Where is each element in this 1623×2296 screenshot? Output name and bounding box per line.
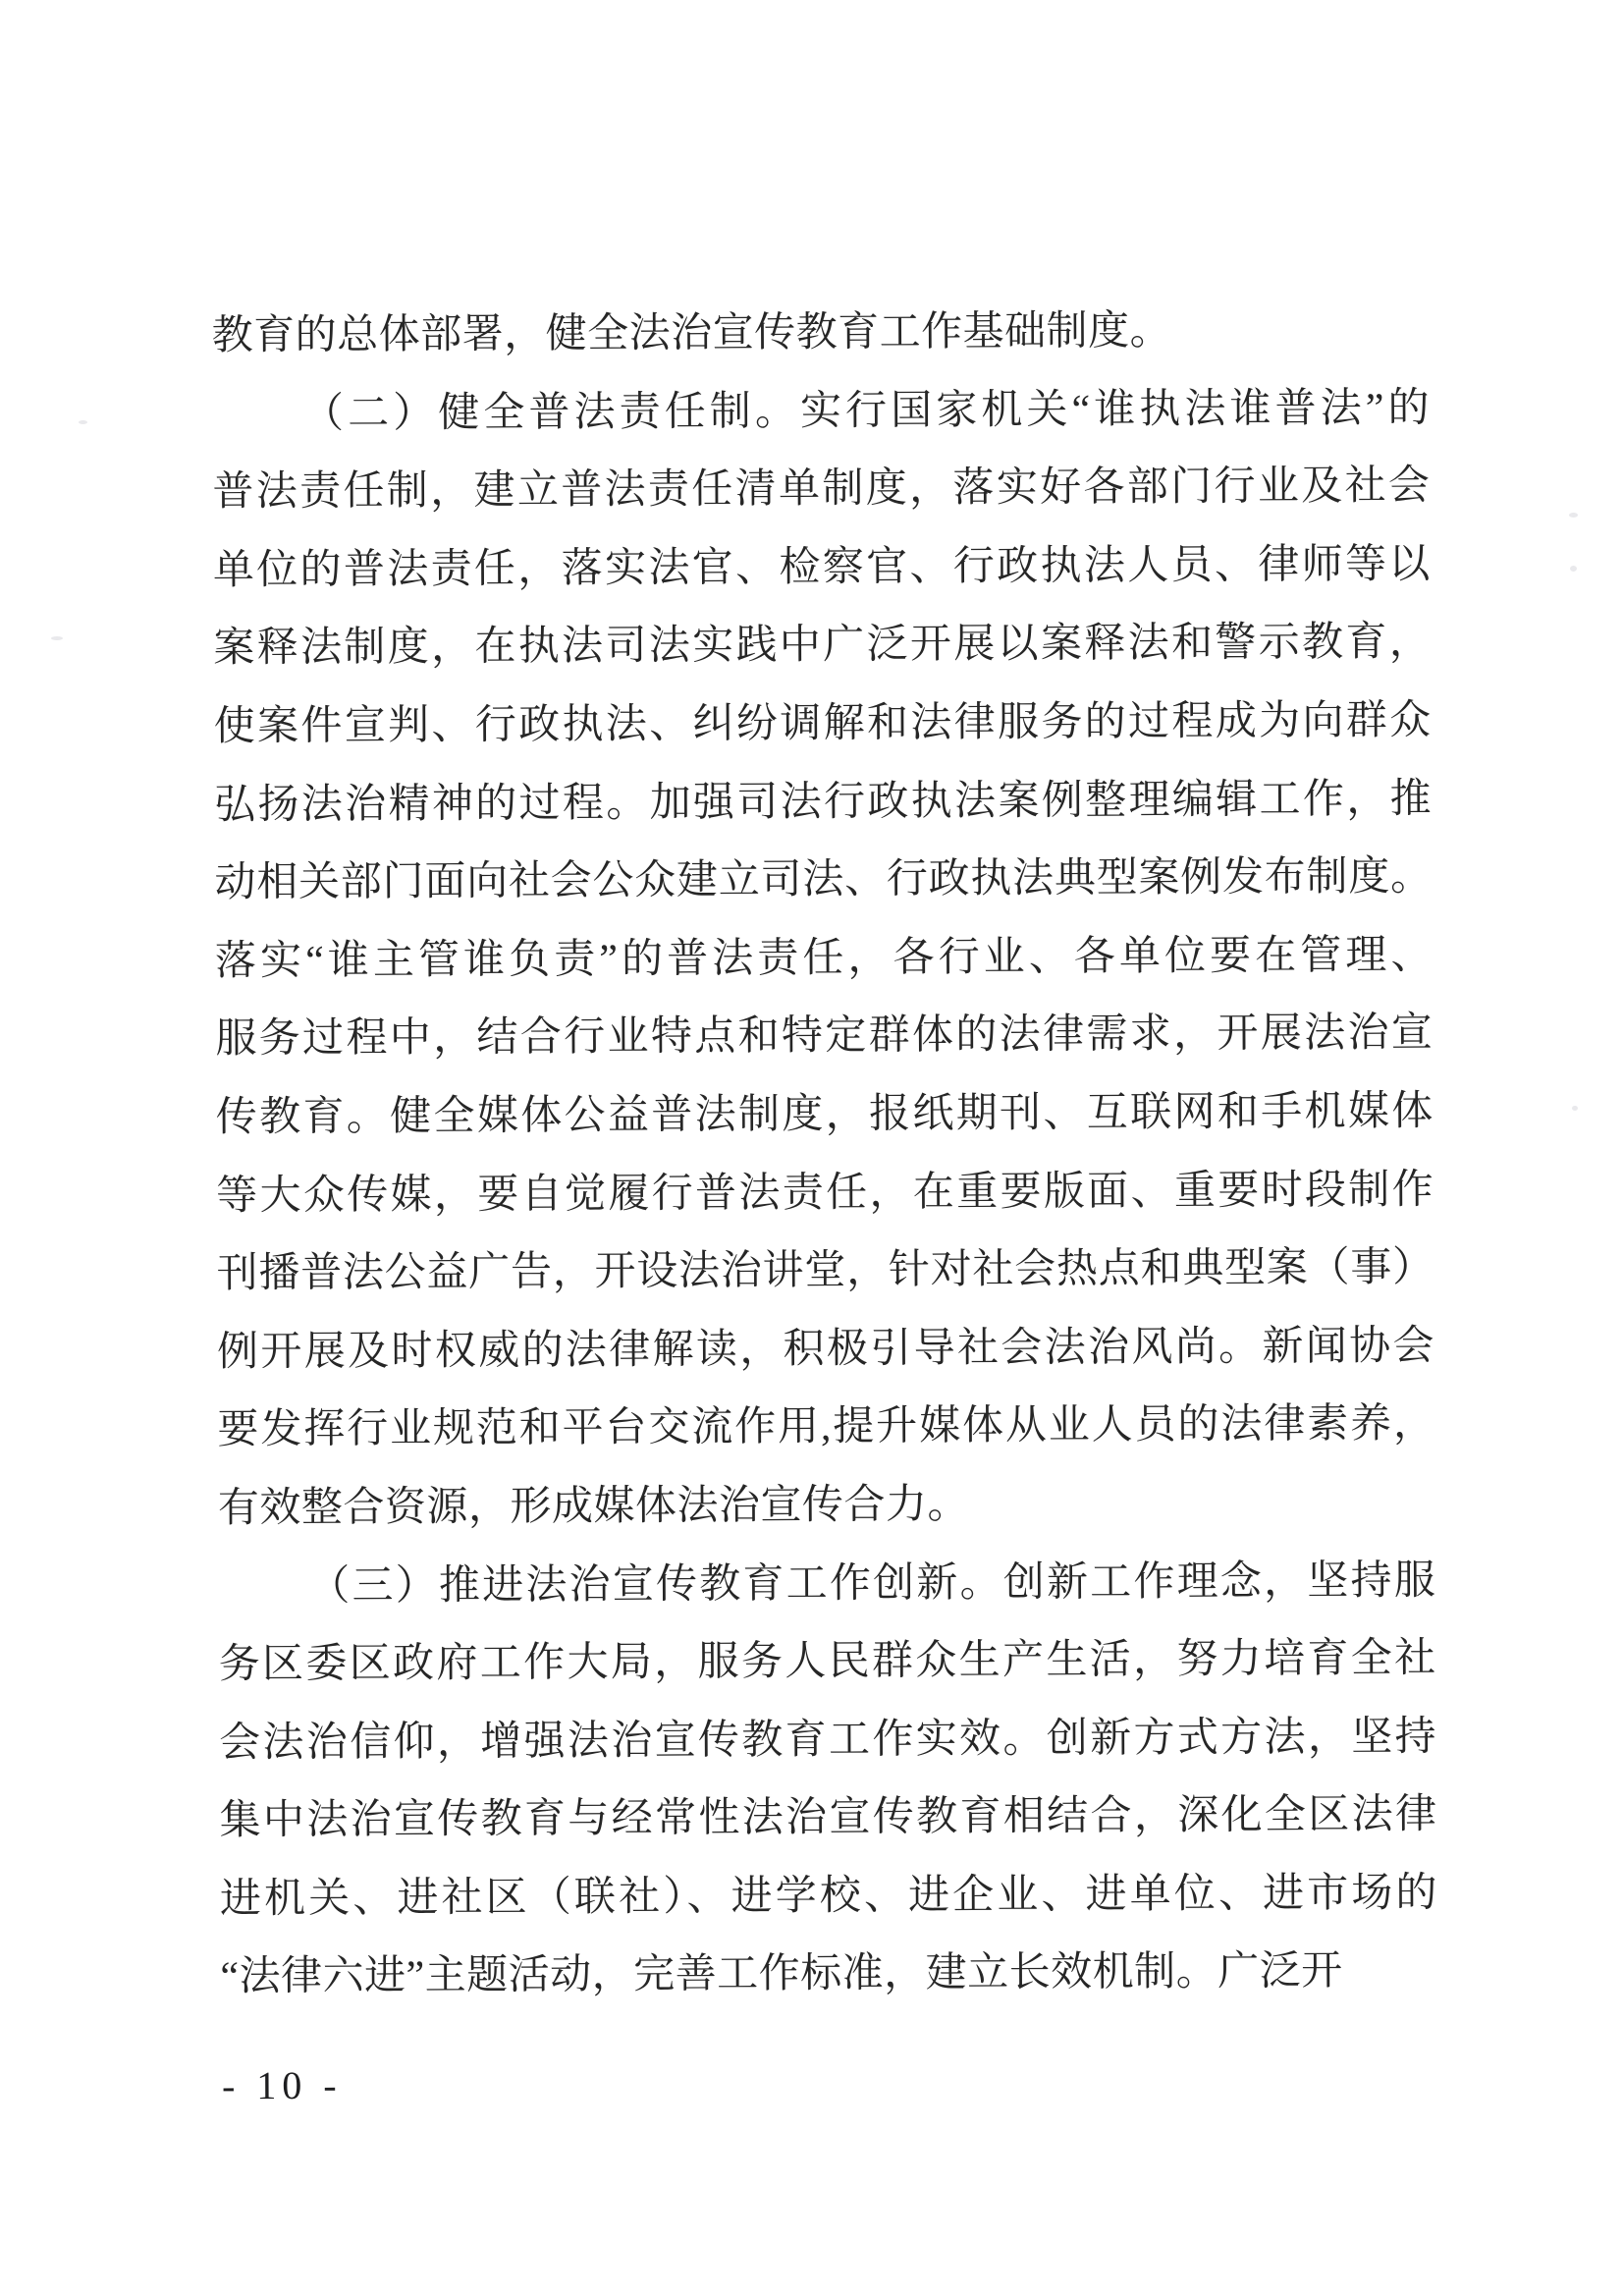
text-line: 普法责任制，建立普法责任清单制度，落实好各部门行业及社会 xyxy=(212,463,1431,516)
text-line: 动相关部门面向社会公众建立司法、行政执法典型案例发布制度。 xyxy=(214,853,1433,906)
text-line: 教育的总体部署，健全法治宣传教育工作基础制度。 xyxy=(211,308,1172,359)
text-line: 进机关、进社区（联社）、进学校、进企业、进单位、进市场的 xyxy=(219,1870,1438,1923)
text-line: 服务过程中，结合行业特点和特定群体的法律需求，开展法治宣 xyxy=(215,1011,1434,1063)
text-line: 刊播普法公益广告，开设法治讲堂，针对社会热点和典型案（事） xyxy=(216,1244,1434,1297)
text-line: 等大众传媒，要自觉履行普法责任，在重要版面、重要时段制作 xyxy=(216,1167,1434,1219)
text-line: 会法治信仰，增强法治宣传教育工作实效。创新方式方法，坚持 xyxy=(219,1714,1437,1766)
text-line: 集中法治宣传教育与经常性法治宣传教育相结合，深化全区法律 xyxy=(219,1792,1437,1844)
text-line: “法律六进”主题活动，完善工作标准，建立长效机制。广泛开 xyxy=(220,1948,1343,2000)
text-block xyxy=(211,292,1437,2018)
text-line: 单位的普法责任，落实法官、检察官、行政执法人员、律师等以 xyxy=(212,541,1431,594)
page-number: - 10 - xyxy=(221,2062,343,2108)
text-line: 务区委区政府工作大局，服务人民群众生产生活，努力培育全社 xyxy=(218,1635,1436,1688)
scan-speck xyxy=(51,636,63,640)
text-line: 落实“谁主管谁负责”的普法责任，各行业、各单位要在管理、 xyxy=(214,932,1434,984)
text-line: 有效整合资源，形成媒体法治宣传合力。 xyxy=(217,1482,970,1532)
text-line: 传教育。健全媒体公益普法制度，报纸期刊、互联网和手机媒体 xyxy=(215,1088,1434,1141)
text-line: 例开展及时权威的法律解读，积极引导社会法治风尚。新闻协会 xyxy=(216,1323,1435,1375)
text-line: 要发挥行业规范和平台交流作用,提升媒体从业人员的法律素养， xyxy=(217,1401,1435,1453)
text-line: 案释法制度，在执法司法实践中广泛开展以案释法和警示教育， xyxy=(213,620,1432,672)
text-line: （二）健全普法责任制。实行国家机关“谁执法谁普法”的 xyxy=(301,385,1431,437)
text-line: 使案件宣判、行政执法、纠纷调解和法律服务的过程成为向群众 xyxy=(213,697,1432,750)
scan-speck xyxy=(1572,1106,1578,1111)
text-line: 弘扬法治精神的过程。加强司法行政执法案例整理编辑工作，推 xyxy=(214,776,1433,828)
text-line: （三）推进法治宣传教育工作创新。创新工作理念，坚持服 xyxy=(308,1558,1436,1610)
scan-speck xyxy=(1569,513,1578,518)
scan-speck xyxy=(1570,566,1577,572)
scan-speck xyxy=(79,420,87,424)
